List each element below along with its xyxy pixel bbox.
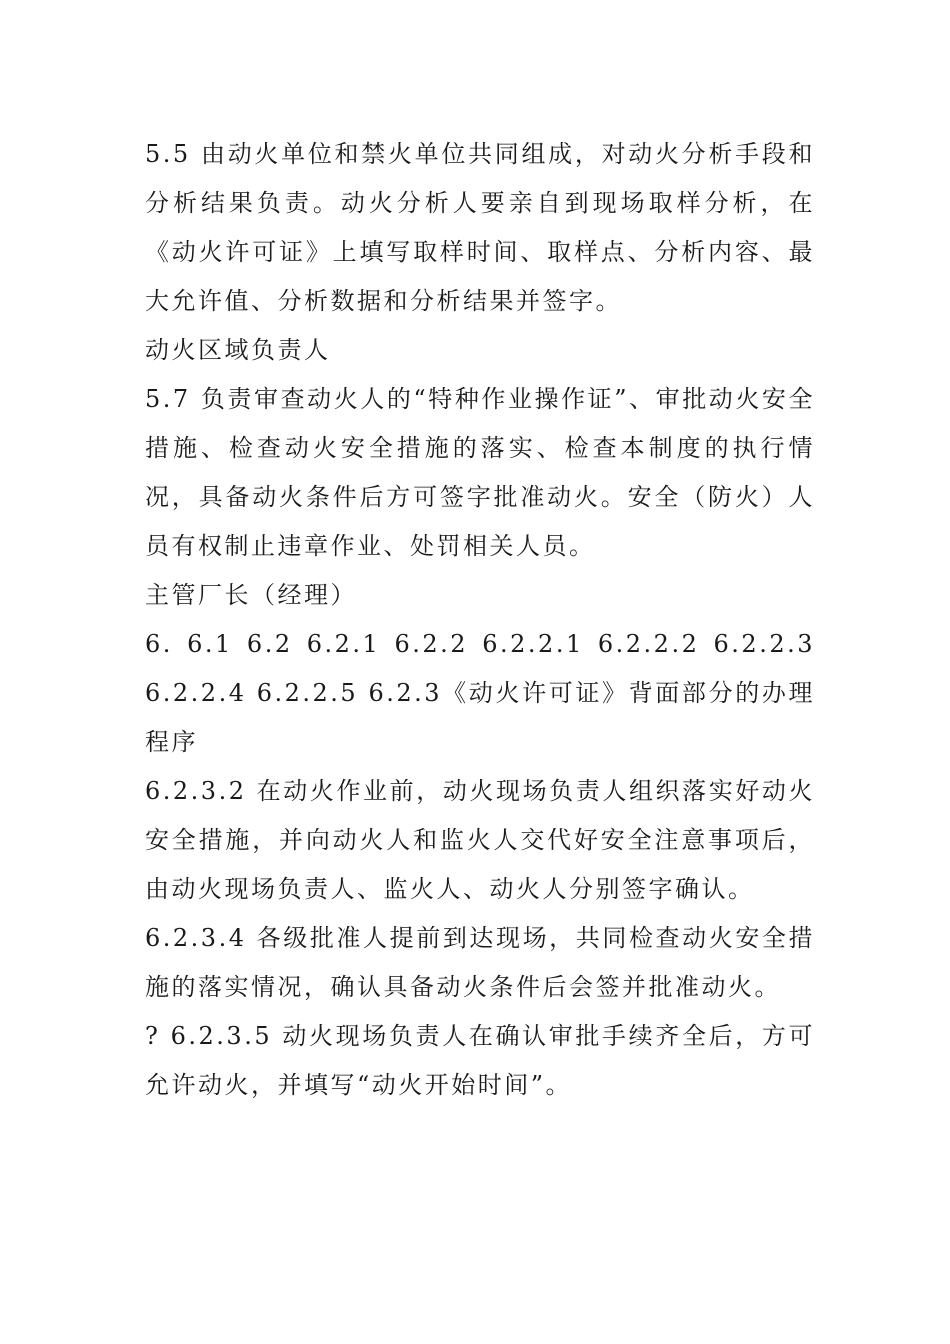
paragraph-5-7: 5.7 负责审查动火人的“特种作业操作证”、审批动火安全措施、检查动火安全措施的落实、检查本制度的执行情况，具备动火条件后方可签字批准动火。安全（防火）人员有权制止违章作业、处罚相关人员。 xyxy=(145,385,815,560)
heading-fire-area-responsible: 动火区域负责人 xyxy=(145,336,331,364)
heading-plant-manager: 主管厂长（经理） xyxy=(145,581,357,609)
paragraph-6-2-3-2: 6.2.3.2 在动火作业前，动火现场负责人组织落实好动火安全措施，并向动火人和监火人交代好安全注意事项后，由动火现场负责人、监火人、动火人分别签字确认。 xyxy=(145,777,815,903)
section-numbers-6: 6. 6.1 6.2 6.2.1 6.2.2 6.2.2.1 6.2.2.2 6.2.2.3 6.2.2.4 6.2.2.5 6.2.3《动火许可证》背面部分的办理程序 xyxy=(145,630,815,756)
paragraph-6-2-3-5: ? 6.2.3.5 动火现场负责人在确认审批手续齐全后，方可允许动火，并填写“动火开始时间”。 xyxy=(145,1022,815,1099)
paragraph-5-5: 5.5 由动火单位和禁火单位共同组成，对动火分析手段和分析结果负责。动火分析人要亲自到现场取样分析，在《动火许可证》上填写取样时间、取样点、分析内容、最大允许值、分析数据和分析结果并签字。 xyxy=(145,140,815,315)
document-body xyxy=(145,130,815,1110)
paragraph-6-2-3-4: 6.2.3.4 各级批准人提前到达现场，共同检查动火安全措施的落实情况，确认具备动火条件后会签并批准动火。 xyxy=(145,924,815,1001)
